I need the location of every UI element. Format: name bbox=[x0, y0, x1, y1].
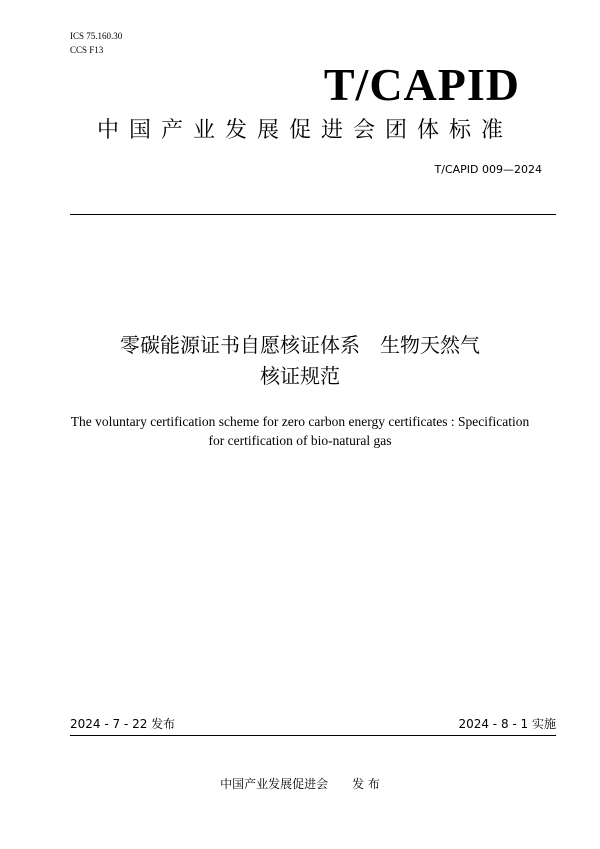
ics-code: ICS 75.160.30 bbox=[70, 31, 123, 41]
bottom-divider bbox=[70, 735, 556, 736]
top-divider bbox=[70, 214, 556, 215]
ccs-code: CCS F13 bbox=[70, 45, 104, 55]
chinese-title-line-2: 核证规范 bbox=[260, 364, 340, 388]
standard-number: T/CAPID 009—2024 bbox=[434, 163, 542, 176]
english-title-line-2: for certification of bio-natural gas bbox=[208, 433, 392, 448]
organization-standard-title: 中国产业发展促进会团体标准 bbox=[96, 118, 513, 143]
implementation-date: 2024 - 8 - 1 实施 bbox=[458, 717, 556, 731]
publisher: 中国产业发展促进会 发 布 bbox=[220, 777, 380, 791]
english-title-line-1: The voluntary certification scheme for zero carbon energy certificates : Specification bbox=[70, 414, 530, 429]
standard-logo: T/CAPID bbox=[323, 59, 520, 110]
chinese-title-line-1: 零碳能源证书自愿核证体系 生物天然气 bbox=[120, 333, 480, 357]
issue-date: 2024 - 7 - 22 发布 bbox=[70, 717, 176, 731]
